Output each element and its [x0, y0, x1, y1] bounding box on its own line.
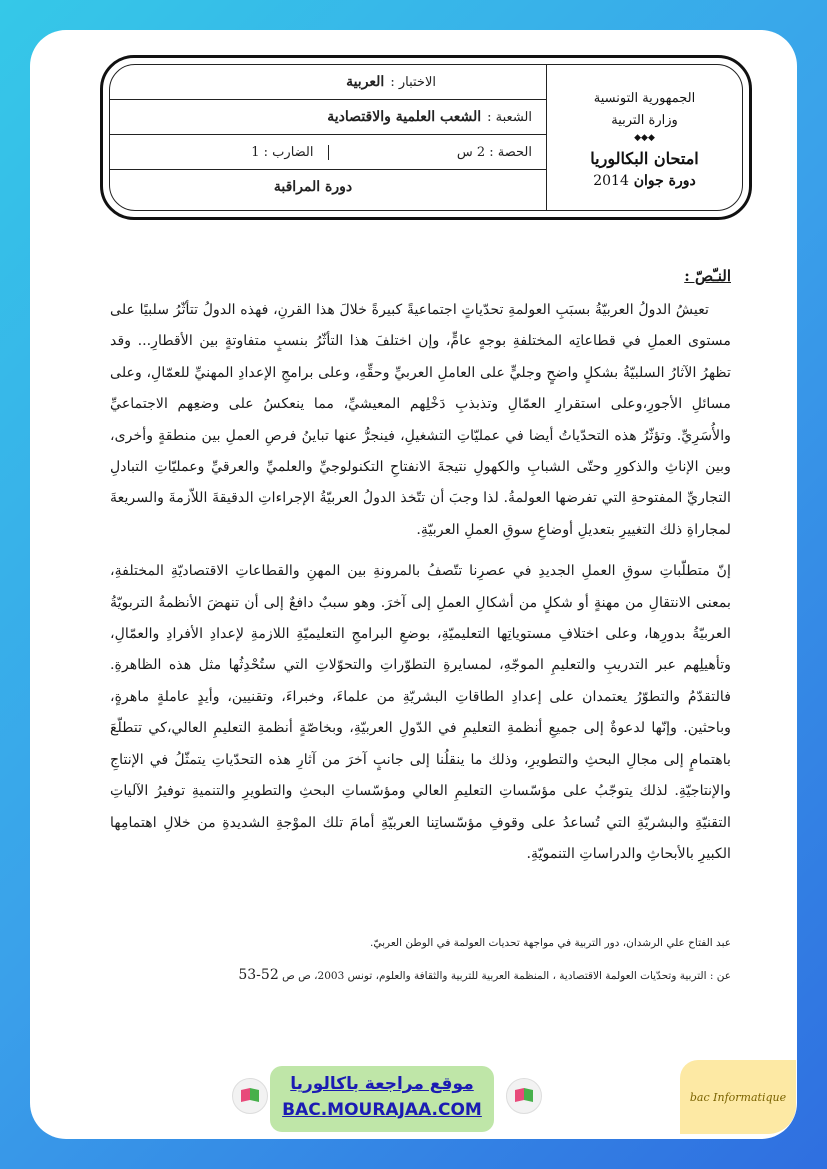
session-line: [593, 170, 696, 192]
logo-book-left-icon: [515, 1088, 524, 1102]
branch-row: [110, 100, 546, 135]
logo-book-left-icon: [241, 1088, 250, 1102]
paragraph-1: تعيشُ الدولُ العربيّةُ بسبَبِ العولمةِ تحدّياتٍ اجتماعيةً كبيرةً خلالَ هذا القرنِ، فهذه الدولُ تتأثّرُ سلبيًا على مستوى العملِ في قطاعاتِه المختلفةِ بوجهٍ عامٍّ، وإن اختلفَ هذا التأثّرُ بنسبٍ متفاوتةٍ بين الأقطارِ... وقد تظهرُ الآثارُ السلبيّةُ بشكلٍ واضحٍ وجليٍّ على العاملِ العربيِّ وحقِّهِ، وعلى برامجِ الإعدادِ المهنيِّ للعمّالِ، وعلى مسائلِ الأجورِ،وعلى استقرارِ العمّالِ وتذبذبِ دَخْلِهم المعيشيِّ، مما ينعكسُ على وضعِهم الاجتماعيِّ والأُسَرِيِّ. وتؤثّرُ هذه التحدّياتُ أيضا في عمليّاتِ التشغيلِ، فينجرُّ عنها تباينُ فرصِ العملِ بين منطقةٍ وأخرى، وبين الإناثِ والذكورِ وحتّى الشبابِ والكهولِ نتيجةَ الانفتاحِ التكنولوجيِّ والعلميِّ والعرقيِّ وعمليّاتِ التبادلِ التجاريِّ المفتوحةِ التي تفرضها العولمةُ. لذا وجبَ أن تتّخذ الدولُ العربيّةُ الإجراءاتِ الدقيقةَ اللاّزمةَ والسريعةَ لمجاراةِ ذلك التغييرِ بتعديلِ أوضاعِ سوقِ العملِ العربيّةِ.: [110, 302, 731, 538]
session-type-row: دورة المراقبة: [273, 179, 353, 195]
ministry-label: وزارة التربية: [611, 112, 678, 128]
references: [126, 937, 731, 983]
subject-row: [110, 65, 546, 100]
subject-label: الاختبار :: [390, 74, 436, 90]
branch-value: الشعب العلمية والاقتصادية: [327, 109, 482, 125]
session-label: دورة جوان: [633, 172, 696, 189]
duration-cell: الحصة : 2 س: [456, 144, 532, 160]
reference-author: عبد الفتاح علي الرشدان، دور التربية في مواجهة تحديات العولمة في الوطن العربيّ.: [370, 937, 731, 949]
exam-page: [30, 30, 797, 1139]
republic-label: الجمهورية التونسية: [593, 90, 696, 106]
session-year: 2014: [593, 172, 629, 189]
header-subject-column: [110, 65, 546, 210]
subject-cell: [110, 74, 546, 90]
text-heading: النـّصّ :: [684, 267, 731, 285]
branch-cell: [110, 109, 546, 125]
reference-source-text: عن : التربية وتحدّيات العولمة الاقتصادية ، المنظمة العربية للتربية والثقافة والعلوم، تونس 2003، ص ص: [282, 970, 731, 982]
paragraph-2: إنّ متطلّباتِ سوقِ العملِ الجديدِ في عصرِنا تتّصفُ بالمرونةِ بين المهنِ والقطاعاتِ الاقتصاديّةِ المختلفةِ، بمعنى الانتقالِ من مهنةٍ أو شكلٍ من أشكالِ العملِ إلى آخرَ. وهو سببٌ دافعٌ إلى أن تنهضَ الأنظمةُ التربويّةُ العربيّةُ بدورِها، وعلى اختلافِ مستوياتِها التعليميّةِ، بوضعِ البرامجِ التعليميّةِ اللازمةِ لإعدادِ الأفرادِ والعمّالِ، وتأهيلِهم عبر التدريبِ والتعليمِ الموجّهِ، لمسايرةِ التطوّراتِ والتحوّلاتِ التي ستُحْدِثُها مثل هذه الظاهرةِ. فالتقدّمُ والتطوّرُ يعتمدان على إعدادِ الطاقاتِ البشريّةِ من علماءَ، وخبراءَ، وتقنيين، وأيدٍ عاملةٍ ماهرةٍ، وباحثين. وإنّها لدعوةٌ إلى جميعِ أنظمةِ التعليمِ في الدّولِ العربيّةِ، وبخاصّةٍ أنظمةِ التعليمِ العالي،كي تتطلّعَ باهتمامٍ إلى مجالِ البحثِ والتطويرِ، وذلك ما ينقلُنا إلى جانبٍ آخرَ من آثارِ هذه التحدّياتِ يتمثّلُ في الإنتاجِ والإنتاجيّةِ. لذلك يتوجّبُ على مؤسّساتِ التعليمِ العالي ومؤسّساتِ البحثِ والتطويرِ والتنميةِ توفيرُ الآلياتِ التقنيّةِ والبشريّةِ التي تُساعدُ على وقوفِ مؤسّساتِنا العربيّةِ أمامَ تلك الموْجةِ الشديدةِ من خلالِ اهتمامِها الكبيرِ بالأبحاثِ والدراساتِ التنمويّةِ.: [110, 563, 731, 862]
site-logo-icon-right: [506, 1078, 542, 1114]
site-url-link[interactable]: BAC.MOURAJAA.COM: [282, 1100, 482, 1120]
exam-header: [100, 55, 752, 220]
duration-row: [110, 135, 546, 170]
exam-title: امتحان البكالوريا: [590, 148, 699, 168]
reference-source: [126, 967, 731, 983]
text-section: [110, 267, 731, 870]
reference-pages: 52-53: [238, 967, 279, 983]
ornament: ◆◆◆: [634, 132, 655, 143]
site-logo-icon: [232, 1078, 268, 1114]
header-inner-frame: [109, 64, 743, 211]
branch-label: الشعبة :: [487, 109, 532, 125]
logo-book-right-icon: [524, 1088, 533, 1102]
site-arabic-link[interactable]: موقع مراجعة باكالوريا: [290, 1074, 474, 1094]
site-banner[interactable]: [270, 1066, 494, 1132]
logo-book-right-icon: [250, 1088, 259, 1102]
bac-informatique-badge: bac Informatique: [680, 1060, 796, 1134]
subject-value: العربية: [346, 74, 385, 90]
coefficient-cell: الضارب : 1: [110, 145, 329, 160]
header-institution-column: [546, 65, 742, 210]
